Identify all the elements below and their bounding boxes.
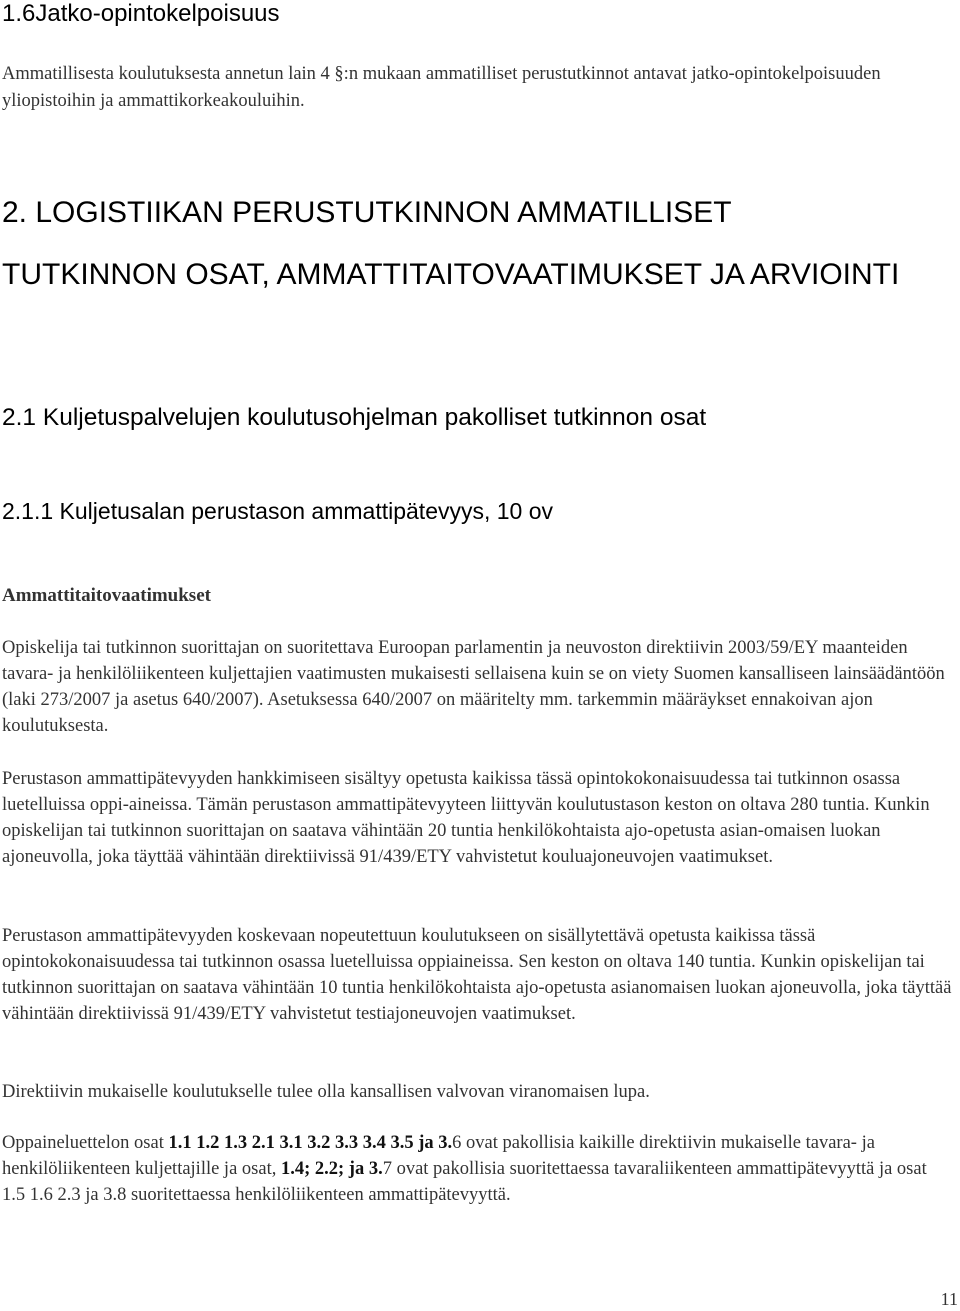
body-paragraph-1: Opiskelija tai tutkinnon suorittajan on suoritettava Euroopan parlamentin ja neuvoston direktiivin 2003/59/EY maanteiden tavara- ja henkilöliikenteen kuljettajien vaatimusten mukaisesti sellaisena kuin se on viety Suomen kansalliseen lainsäädäntöön (laki 273/2007 ja asetus 640/2007). Asetuksessa 640/2007 on määritelty mm. tarkemmin määräykset ennakoivan ajon koulutuksesta.	[2, 638, 945, 736]
intro-paragraph: Ammatillisesta koulutuksesta annetun lain 4 §:n mukaan ammatilliset perustutkinnot antavat jatko-opintokelpoisuuden yliopistoihin ja ammattikorkeakouluihin.	[2, 64, 881, 111]
body-paragraph-5	[2, 1130, 952, 1208]
body-paragraph-4: Direktiivin mukaiselle koulutukselle tulee olla kansallisen valvovan viranomaisen lupa.	[2, 1082, 650, 1102]
requirements-subheading: Ammattitaitovaatimukset	[2, 585, 211, 606]
paragraph-5-bold-2: 1.4; 2.2; ja 3.	[280, 1159, 383, 1179]
paragraph-5-text-3: 7 ovat pakollisia suoritettaessa tavaraliikenteen ammattipätevyyttä ja osat 1.5 1.6 2.3 ja 3.8 suoritettaessa henkilöliikenteen ammattipätevyyttä.	[2, 1159, 927, 1205]
paragraph-5-text-2: 6 ovat pakollisia kaikille direktiivin mukaiselle tavara- ja henkilöliikenteen kuljettajille ja osat,	[2, 1133, 875, 1179]
section-2-1-title: 2.1 Kuljetuspalvelujen koulutusohjelman pakolliset tutkinnon osat	[2, 404, 707, 431]
chapter-2-title: 2. LOGISTIIKAN PERUSTUTKINNON AMMATILLISET TUTKINNON OSAT, AMMATTITAITOVAATIMUKSET JA ARVIOINTI	[2, 196, 900, 291]
page-number: 11	[940, 1289, 958, 1309]
section-1-6-title: 1.6Jatko-opintokelpoisuus	[2, 0, 280, 27]
body-paragraph-2: Perustason ammattipätevyyden hankkimiseen sisältyy opetusta kaikissa tässä opintokokonaisuudessa tai tutkinnon osassa luetelluissa oppi-aineissa. Tämän perustason ammattipätevyyteen liittyvän koulutustason keston on oltava 280 tuntia. Kunkin opiskelijan tai tutkinnon suorittajan on saatava vähintään 20 tuntia henkilökohtaista ajo-opetusta asian-omaisen luokan ajoneuvolla, joka täyttää vähintään direktiivissä 91/439/ETY vahvistetut kouluajoneuvojen vaatimukset.	[2, 769, 930, 867]
paragraph-5-text-1: Oppaineluettelon osat	[2, 1133, 169, 1153]
paragraph-5-bold-1: 1.1 1.2 1.3 2.1 3.1 3.2 3.3 3.4 3.5 ja 3.	[168, 1133, 453, 1153]
body-paragraph-3: Perustason ammattipätevyyden koskevaan nopeutettuun koulutukseen on sisällytettävä opetusta kaikissa tässä opintokokonaisuudessa tai tutkinnon osassa luetelluissa oppiaineissa. Sen keston on oltava 140 tuntia. Kunkin opiskelijan tai tutkinnon suorittajan on saatava vähintään 10 tuntia henkilökohtaista ajo-opetusta asianomaisen luokan ajoneuvolla, joka täyttää vähintään direktiivissä 91/439/ETY vahvistetut testiajoneuvojen vaatimukset.	[2, 926, 952, 1024]
section-2-1-1-title: 2.1.1 Kuljetusalan perustason ammattipätevyys, 10 ov	[2, 498, 554, 524]
